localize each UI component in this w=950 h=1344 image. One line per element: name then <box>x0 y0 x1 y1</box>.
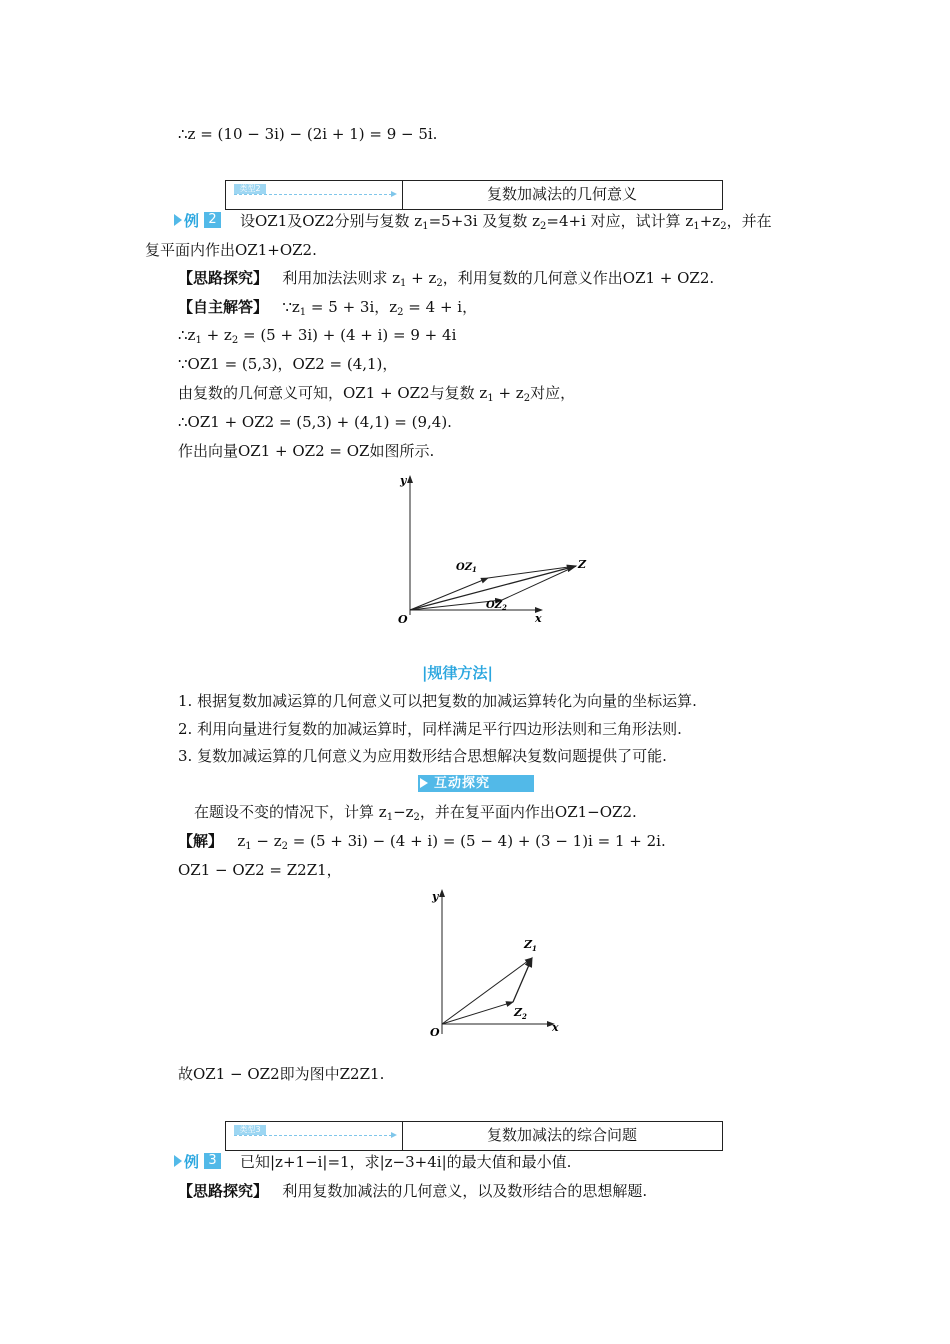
example-badge <box>174 211 222 229</box>
interactive-banner <box>418 775 534 792</box>
topic-chip: 类型2 <box>234 184 266 194</box>
triangle-icon <box>174 214 182 226</box>
subscript: 1 <box>472 565 477 574</box>
text: ∵z <box>282 298 300 316</box>
origin-label: O <box>430 1026 440 1039</box>
thinking-line <box>178 268 714 294</box>
text: +z <box>699 212 721 230</box>
solution-line2: ∵OZ1 = (5,3)，OZ2 = (4,1)， <box>178 355 398 373</box>
subscript: 2 <box>281 841 288 852</box>
banner-text: 互动探究 <box>434 776 491 791</box>
text: ，利用复数的几何意义作出OZ1 + OZ2. <box>442 269 715 287</box>
text: + z <box>201 326 232 344</box>
subscript: 2 <box>522 1012 527 1021</box>
vector-figure-2 <box>420 884 570 1044</box>
subscript: 1 <box>245 841 252 852</box>
text: OZ <box>486 600 503 611</box>
subscript: 1 <box>532 944 537 953</box>
subscript: 2 <box>720 221 727 232</box>
text: = 4 + i， <box>403 298 478 316</box>
method-item-2: 2. 利用向量进行复数的加减运算时，同样满足平行四边形法则和三角形法则. <box>178 720 682 738</box>
solution-line5: 作出向量OZ1 + OZ2 = OZ如图所示. <box>178 442 435 460</box>
thinking-label: 【思路探究】 <box>178 1182 269 1200</box>
subscript: 1 <box>299 307 307 318</box>
thinking3-line <box>178 1181 647 1201</box>
method-item-3: 3. 复数加减运算的几何意义为应用数形结合思想解决复数问题提供了可能. <box>178 747 667 765</box>
interactive-conclusion: 故OZ1 − OZ2即为图中Z2Z1. <box>178 1065 385 1083</box>
z2-label <box>513 1006 527 1021</box>
text: 在题设不变的情况下，计算 z <box>194 803 387 821</box>
x-label: x <box>552 1021 559 1034</box>
oz1-label <box>456 562 477 574</box>
origin-label: O <box>398 613 408 626</box>
text: z <box>237 832 246 850</box>
text: 利用复数加减法的几何意义，以及数形结合的思想解题. <box>282 1182 648 1200</box>
text: =4+i 对应，试计算 z <box>546 212 694 230</box>
interactive-question <box>194 802 637 828</box>
solution-line0 <box>178 297 477 323</box>
text: − z <box>251 832 282 850</box>
example2-line2: 复平面内作出OZ1+OZ2. <box>145 241 317 259</box>
text: ，并在复平面内作出OZ1−OZ2. <box>419 803 637 821</box>
intro-line: ∴z = (10 − 3i) − (2i + 1) = 9 − 5i. <box>178 125 438 143</box>
subscript: 1 <box>195 335 202 346</box>
text: 设OZ1及OZ2分别与复数 z <box>240 212 423 230</box>
x-label: x <box>535 612 542 625</box>
example-label: 例 <box>184 212 200 230</box>
text: Z <box>514 1006 523 1019</box>
subscript: 1 <box>422 221 429 232</box>
y-label: y <box>400 474 407 487</box>
example-number: 2 <box>204 212 221 228</box>
text: Z <box>524 938 533 951</box>
method-item-1: 1. 根据复数加减运算的几何意义可以把复数的加减运算转化为向量的坐标运算. <box>178 692 697 710</box>
subscript: 2 <box>502 603 507 612</box>
triangle-icon <box>174 1155 182 1167</box>
topic-chip: 类型3 <box>234 1125 266 1135</box>
arrow-icon <box>234 194 392 196</box>
oz2-label <box>486 600 507 612</box>
vector-figure-1 <box>390 470 600 630</box>
text: = (5 + 3i) − (4 + i) = (5 − 4) + (3 − 1)i = 1 + 2i. <box>288 832 666 850</box>
solution-line4: ∴OZ1 + OZ2 = (5,3) + (4,1) = (9,4). <box>178 413 452 431</box>
text: ∴z <box>178 326 196 344</box>
interactive-answer <box>178 831 666 857</box>
subscript: 1 <box>693 221 700 232</box>
topic-box-2 <box>225 180 723 210</box>
z1-label <box>523 938 537 953</box>
text: OZ <box>456 562 473 573</box>
thinking-label: 【思路探究】 <box>178 269 269 287</box>
subscript: 1 <box>400 278 407 289</box>
method-heading: |规律方法| <box>422 664 493 682</box>
subscript: 2 <box>523 393 531 404</box>
text: 由复数的几何意义可知，OZ1 + OZ2与复数 z <box>178 384 488 402</box>
subscript: 1 <box>487 393 494 404</box>
z-label: Z <box>578 558 587 571</box>
text: −z <box>393 803 414 821</box>
topic-title: 复数加减法的综合问题 <box>486 1126 637 1144</box>
example-label: 例 <box>184 1153 200 1171</box>
text: = 5 + 3i，z <box>306 298 398 316</box>
y-label: y <box>432 890 439 903</box>
solution-label: 【自主解答】 <box>178 298 269 316</box>
example-badge <box>174 1152 222 1170</box>
answer-label: 【解】 <box>178 832 224 850</box>
subscript: 2 <box>413 812 420 823</box>
vector-oz1 <box>410 578 488 610</box>
subscript: 2 <box>436 278 443 289</box>
topic-title: 复数加减法的几何意义 <box>486 185 637 203</box>
topic-tag <box>226 1122 403 1150</box>
topic-tag <box>226 181 403 209</box>
example2-line1 <box>240 211 772 237</box>
arrow-icon <box>234 1135 392 1137</box>
vector-oz2 <box>442 1002 513 1024</box>
text: 对应， <box>530 384 576 402</box>
interactive-answer-line2: OZ1 − OZ2 = Z2Z1， <box>178 861 342 879</box>
triangle-icon <box>420 778 428 788</box>
example-number: 3 <box>204 1153 221 1169</box>
text: =5+3i 及复数 z <box>428 212 541 230</box>
subscript: 2 <box>231 335 239 346</box>
solution-line3 <box>178 383 575 409</box>
text: = (5 + 3i) + (4 + i) = 9 + 4i <box>238 326 457 344</box>
subscript: 2 <box>397 307 404 318</box>
subscript: 2 <box>540 221 547 232</box>
text: ，并在 <box>726 212 772 230</box>
text: + z <box>406 269 437 287</box>
topic-box-3 <box>225 1121 723 1151</box>
text: + z <box>493 384 524 402</box>
text: 利用加法法则求 z <box>282 269 400 287</box>
subscript: 1 <box>386 812 394 823</box>
example3-text: 已知|z+1−i|=1，求|z−3+4i|的最大值和最小值. <box>240 1153 572 1171</box>
solution-line1 <box>178 325 456 351</box>
